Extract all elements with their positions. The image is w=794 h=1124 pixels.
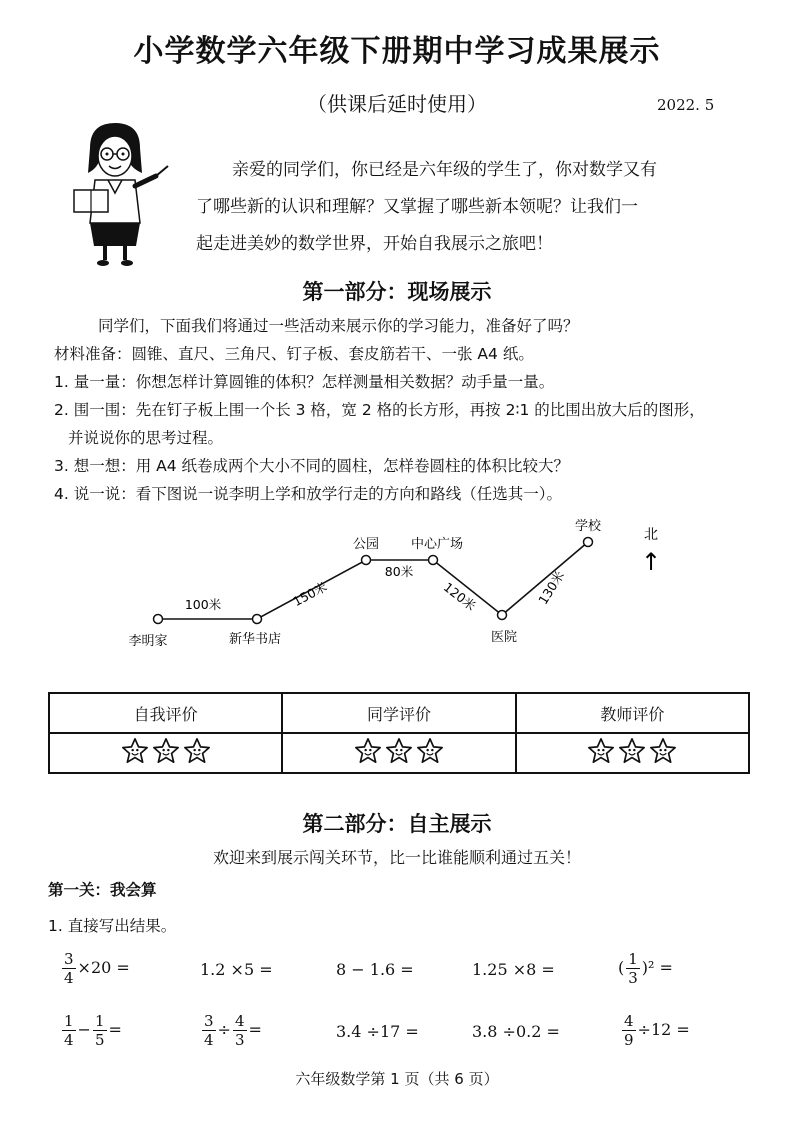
node-plaza — [429, 556, 438, 565]
intro-line: 了哪些新的认识和理解？又掌握了哪些新本领呢？让我们一 — [196, 197, 638, 217]
calc-item: 1.2 ×5 = — [200, 960, 273, 979]
calc-item: 3.8 ÷0.2 = — [472, 1022, 560, 1041]
distance-label: 100米 — [184, 597, 222, 612]
place-bookstore: 新华书店 — [228, 632, 282, 647]
star-icon[interactable] — [649, 737, 677, 769]
date-label: 2022. 5 — [657, 96, 715, 114]
part2-title: 第二部分：自主展示 — [302, 812, 492, 836]
node-school — [584, 538, 593, 547]
calc-item: ( $\frac{1}{3}$ )² = — [618, 950, 673, 987]
calc-item: 3.4 ÷17 = — [336, 1022, 419, 1041]
table-row — [49, 733, 749, 773]
calc-item: $\frac{3}{4}$ ×20 = — [64, 950, 130, 987]
node-hospital — [498, 611, 507, 620]
question-2-cont: 并说说你的思考过程。 — [68, 429, 224, 447]
star-icon[interactable] — [416, 737, 444, 769]
calc-question-1: 1. 直接写出结果。 — [48, 917, 177, 935]
peer-eval-header: 同学评价 — [282, 693, 515, 733]
star-icon[interactable] — [587, 737, 615, 769]
place-plaza: 中心广场 — [410, 537, 464, 552]
question-3: 3. 想一想：用 A4 纸卷成两个大小不同的圆柱，怎样卷圆柱的体积比较大？ — [54, 457, 570, 475]
intro-paragraph — [196, 152, 756, 263]
star-icon[interactable] — [354, 737, 382, 769]
self-eval-stars[interactable] — [49, 733, 282, 773]
place-school: 学校 — [574, 519, 602, 534]
node-bookstore — [253, 615, 262, 624]
question-2: 2. 围一围：先在钉子板上围一个长 3 格，宽 2 格的长方形，再按 2∶1 的比围出放大后的图形， — [54, 401, 705, 419]
north-arrow-icon: ↑ — [640, 548, 662, 576]
teacher-eval-header: 教师评价 — [516, 693, 749, 733]
star-rating[interactable] — [587, 737, 677, 769]
level-1-title: 第一关：我会算 — [48, 881, 157, 899]
materials-text: 材料准备：圆锥、直尺、三角尺、钉子板、套皮筋若干、一张 A4 纸。 — [54, 345, 534, 363]
route-diagram — [100, 510, 690, 660]
calc-item: $\frac{3}{4}$ ÷ $\frac{4}{3}$ = — [204, 1012, 262, 1049]
distance-label: 120米 — [440, 579, 479, 614]
part1-title: 第一部分：现场展示 — [302, 280, 492, 304]
star-icon[interactable] — [121, 737, 149, 769]
self-eval-header: 自我评价 — [49, 693, 282, 733]
star-icon[interactable] — [385, 737, 413, 769]
distance-label: 130米 — [535, 568, 568, 608]
place-park: 公园 — [352, 537, 380, 552]
page-footer: 六年级数学第 1 页（共 6 页） — [295, 1070, 499, 1088]
part2-lead: 欢迎来到展示闯关环节，比一比谁能顺利通过五关！ — [212, 848, 581, 867]
route-line — [158, 542, 588, 619]
teacher-illustration — [60, 118, 170, 268]
question-1: 1. 量一量：你想怎样计算圆锥的体积？怎样测量相关数据？动手量一量。 — [54, 373, 555, 391]
part1-lead: 同学们，下面我们将通过一些活动来展示你的学习能力，准备好了吗？ — [98, 317, 579, 335]
place-hospital: 医院 — [490, 630, 518, 645]
star-icon[interactable] — [183, 737, 211, 769]
table-row — [49, 693, 749, 733]
peer-eval-stars[interactable] — [282, 733, 515, 773]
star-icon[interactable] — [618, 737, 646, 769]
evaluation-table — [48, 692, 750, 774]
calc-item: 8 − 1.6 = — [336, 960, 414, 979]
distance-label: 150米 — [290, 578, 330, 610]
place-home: 李明家 — [128, 634, 168, 649]
node-park — [362, 556, 371, 565]
calc-item: 1.25 ×8 = — [472, 960, 555, 979]
calc-item: $\frac{1}{4}$ − $\frac{1}{5}$ = — [64, 1012, 122, 1049]
page-title: 小学数学六年级下册期中学习成果展示 — [133, 34, 661, 69]
intro-line: 亲爱的同学们，你已经是六年级的学生了，你对数学又有 — [232, 160, 657, 180]
calc-item: $\frac{4}{9}$ ÷12 = — [624, 1012, 690, 1049]
teacher-eval-stars[interactable] — [516, 733, 749, 773]
north-label: 北 — [644, 527, 658, 543]
question-4: 4. 说一说：看下图说一说李明上学和放学行走的方向和路线（任选其一）。 — [54, 485, 562, 503]
page-subtitle: （供课后延时使用） — [307, 92, 487, 116]
intro-line: 起走进美妙的数学世界，开始自我展示之旅吧！ — [196, 234, 553, 254]
star-rating[interactable] — [354, 737, 444, 769]
star-icon[interactable] — [152, 737, 180, 769]
star-rating[interactable] — [121, 737, 211, 769]
node-home — [154, 615, 163, 624]
distance-label: 80米 — [384, 564, 414, 579]
